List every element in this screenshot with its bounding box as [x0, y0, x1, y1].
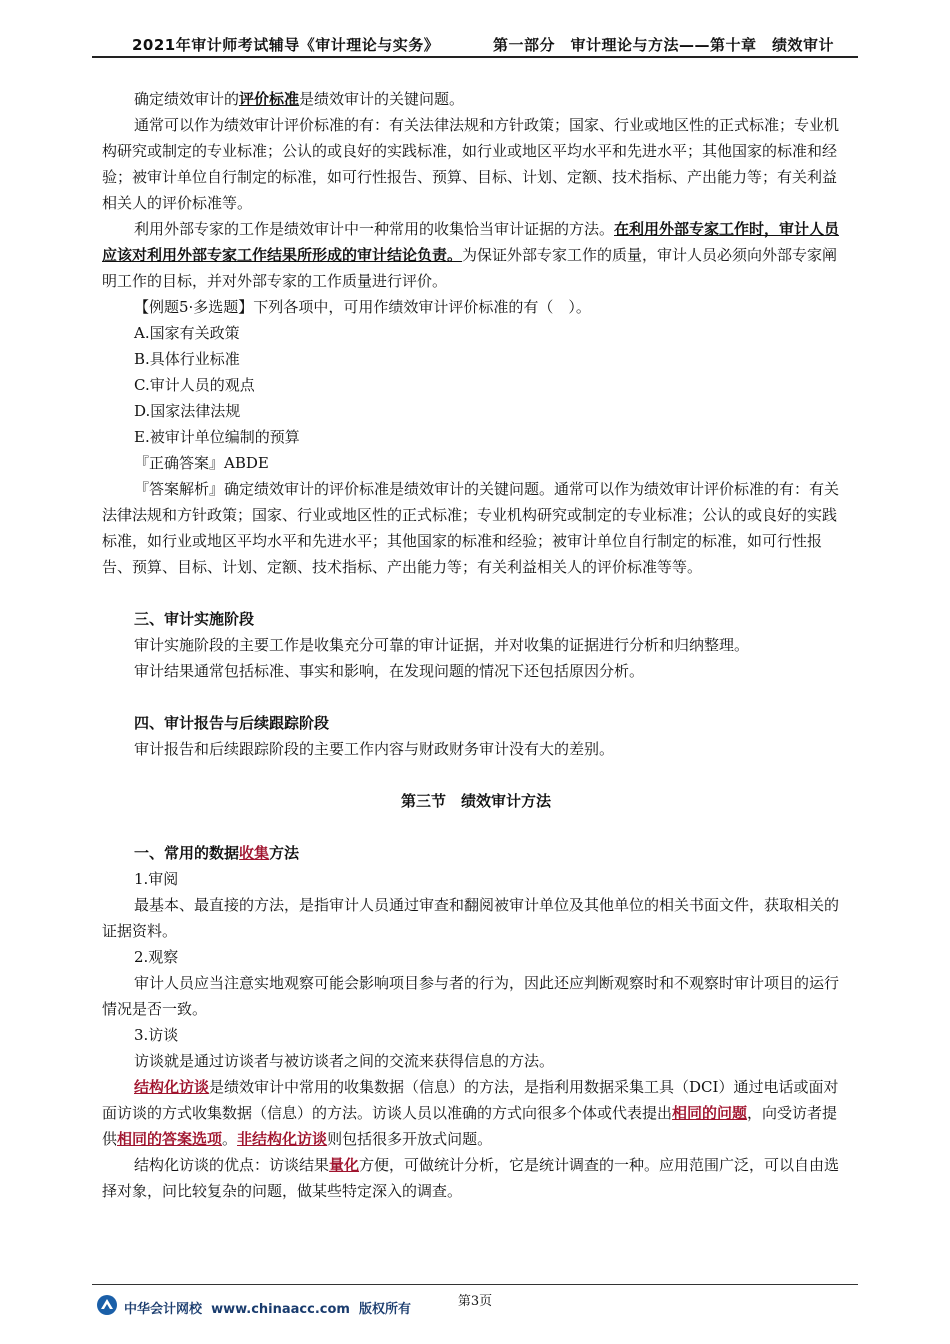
section-title: 第三节 绩效审计方法: [400, 792, 551, 810]
document-body: [102, 86, 850, 1204]
page-number: 第3页: [457, 1294, 493, 1309]
heading-implementation-stage: 三、审计实施阶段: [134, 610, 255, 628]
keyword-same-answers: 相同的答案选项: [117, 1130, 223, 1148]
brand-name: 中华会计网校: [124, 1302, 203, 1317]
page-header: [92, 28, 858, 58]
heading-report-stage: 四、审计报告与后续跟踪阶段: [134, 714, 330, 732]
footer-brand: [124, 1298, 411, 1317]
chinaacc-logo-icon: [96, 1294, 118, 1316]
item-review-title: 1.审阅: [134, 870, 179, 888]
header-chapter-title: 第一部分 审计理论与方法——第十章 绩效审计: [492, 36, 834, 54]
option-d: D.国家法律法规: [134, 402, 241, 420]
keyword-unstructured-interview: 非结构化访谈: [237, 1130, 328, 1148]
correct-answer: 『正确答案』ABDE: [134, 454, 269, 472]
keyword-expert-responsibility: 在利用外部专家工作时，审计人员应该对利用外部专家工作结果所形成的审计结论负责。: [102, 220, 840, 264]
answer-analysis: 『答案解析』确定绩效审计的评价标准是绩效审计的关键问题。通常可以作为绩效审计评价标准的有：有关法律法规和方针政策；国家、行业或地区性的正式标准；专业机构研究或制定的专业标准；公认的或良好的实践标准，如行业或地区平均水平和先进水平；其他国家的标准和经验；被审计单位自行制定的标准，如可行性报告、预算、目标、计划、定额、技术指标、产出能力等；有关利益相关人的评价标准等等。: [102, 480, 840, 576]
item-observe-text: 审计人员应当注意实地观察可能会影响项目参与者的行为，因此还应判断观察时和不观察时审计项目的运行情况是否一致。: [102, 974, 840, 1018]
option-a: A.国家有关政策: [134, 324, 240, 342]
copyright: 版权所有: [359, 1302, 412, 1317]
item-observe-title: 2.观察: [134, 948, 179, 966]
paragraph-implementation-1: 审计实施阶段的主要工作是收集充分可靠的审计证据，并对收集的证据进行分析和归纳整理。: [134, 636, 750, 654]
header-book-title: 2021年审计师考试辅导《审计理论与实务》: [132, 36, 440, 54]
paragraph-expert: 利用外部专家的工作是绩效审计中一种常用的收集恰当审计证据的方法。在利用外部专家工作时，审计人员应该对利用外部专家工作结果所形成的审计结论负责。为保证外部专家工作的质量，审计人员必须向外部专家阐明工作的目标，并对外部专家的工作质量进行评价。: [102, 220, 840, 290]
item-interview-title: 3.访谈: [134, 1026, 179, 1044]
keyword-quantify: 量化: [329, 1156, 360, 1174]
heading-data-collection: 一、常用的数据收集方法: [134, 844, 300, 862]
item-review-text: 最基本、最直接的方法，是指审计人员通过审查和翻阅被审计单位及其他单位的相关书面文件，获取相关的证据资料。: [102, 896, 840, 940]
keyword-structured-interview: 结构化访谈: [134, 1078, 210, 1096]
paragraph-structured-interview: 结构化访谈是绩效审计中常用的收集数据（信息）的方法，是指利用数据采集工具（DCI）通过电话或面对面访谈的方式收集数据（信息）的方法。访谈人员以准确的方式向很多个体或代表提出相同的问题，向受访者提供相同的答案选项。非结构化访谈则包括很多开放式问题。: [102, 1078, 839, 1148]
example-question: 【例题5·多选题】下列各项中，可用作绩效审计评价标准的有（ ）。: [134, 298, 591, 316]
paragraph-advantages: 结构化访谈的优点：访谈结果量化方便，可做统计分析，它是统计调查的一种。应用范围广泛，可以自由选择对象，问比较复杂的问题，做某些特定深入的调查。: [102, 1156, 840, 1200]
footer-divider: [92, 1284, 858, 1285]
item-interview-text: 访谈就是通过访谈者与被访谈者之间的交流来获得信息的方法。: [134, 1052, 555, 1070]
brand-url[interactable]: www.chinaacc.com: [211, 1302, 350, 1317]
option-e: E.被审计单位编制的预算: [134, 428, 300, 446]
paragraph-criteria: 确定绩效审计的评价标准是绩效审计的关键问题。: [134, 90, 465, 108]
paragraph-implementation-2: 审计结果通常包括标准、事实和影响，在发现问题的情况下还包括原因分析。: [134, 662, 645, 680]
keyword-collection: 收集: [239, 844, 270, 862]
paragraph-report: 审计报告和后续跟踪阶段的主要工作内容与财政财务审计没有大的差别。: [134, 740, 615, 758]
option-b: B.具体行业标准: [134, 350, 240, 368]
option-c: C.审计人员的观点: [134, 376, 255, 394]
keyword-criteria: 评价标准: [239, 90, 300, 108]
paragraph-criteria-list: 通常可以作为绩效审计评价标准的有：有关法律法规和方针政策；国家、行业或地区性的正式标准；专业机构研究或制定的专业标准；公认的或良好的实践标准，如行业或地区平均水平和先进水平；其他国家的标准和经验；被审计单位自行制定的标准，如可行性报告、预算、目标、计划、定额、技术指标、产出能力等；有关利益相关人的评价标准等。: [102, 116, 840, 212]
keyword-same-questions: 相同的问题: [672, 1104, 748, 1122]
